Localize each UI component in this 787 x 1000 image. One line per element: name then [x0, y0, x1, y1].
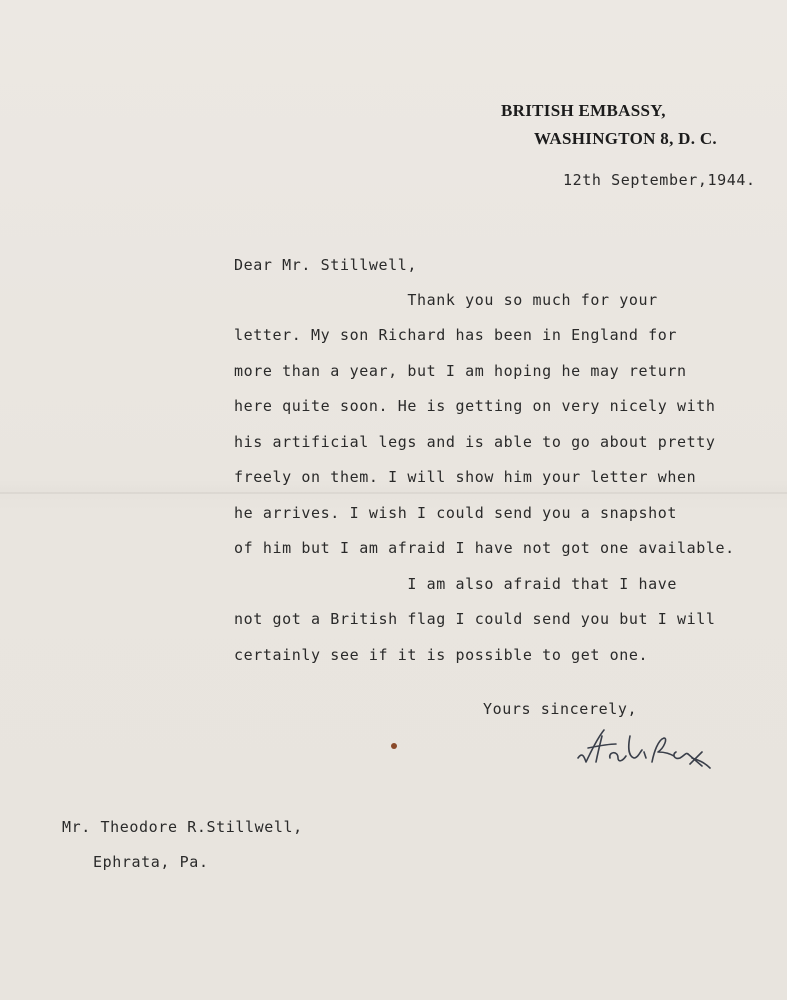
- salutation: Dear Mr. Stillwell,: [234, 256, 417, 274]
- body-line: I am also afraid that I have: [234, 575, 678, 593]
- paper-fold: [0, 492, 787, 494]
- addressee-name: Mr. Theodore R.Stillwell,: [62, 818, 303, 836]
- letterhead-line-2: WASHINGTON 8, D. C.: [534, 129, 717, 148]
- body-line: not got a British flag I could send you but I will: [234, 610, 716, 628]
- body-line: letter. My son Richard has been in England for: [234, 326, 678, 344]
- body-line: of him but I am afraid I have not got one available.: [234, 539, 735, 557]
- body-line: certainly see if it is possible to get one.: [234, 646, 649, 664]
- body-line: more than a year, but I am hoping he may return: [234, 362, 687, 380]
- letterhead-line-1: BRITISH EMBASSY,: [501, 101, 666, 120]
- body-line: freely on them. I will show him your letter when: [234, 468, 697, 486]
- letterhead: [501, 97, 717, 153]
- closing: Yours sincerely,: [483, 700, 638, 718]
- signature: [574, 722, 714, 777]
- body-line: his artificial legs and is able to go about pretty: [234, 433, 716, 451]
- body-line: he arrives. I wish I could send you a snapshot: [234, 504, 678, 522]
- ink-spot: [391, 743, 397, 749]
- addressee-place: Ephrata, Pa.: [93, 853, 209, 871]
- body-line: Thank you so much for your: [234, 291, 658, 309]
- letter-date: 12th September,1944.: [563, 171, 756, 189]
- body-line: here quite soon. He is getting on very nicely with: [234, 397, 716, 415]
